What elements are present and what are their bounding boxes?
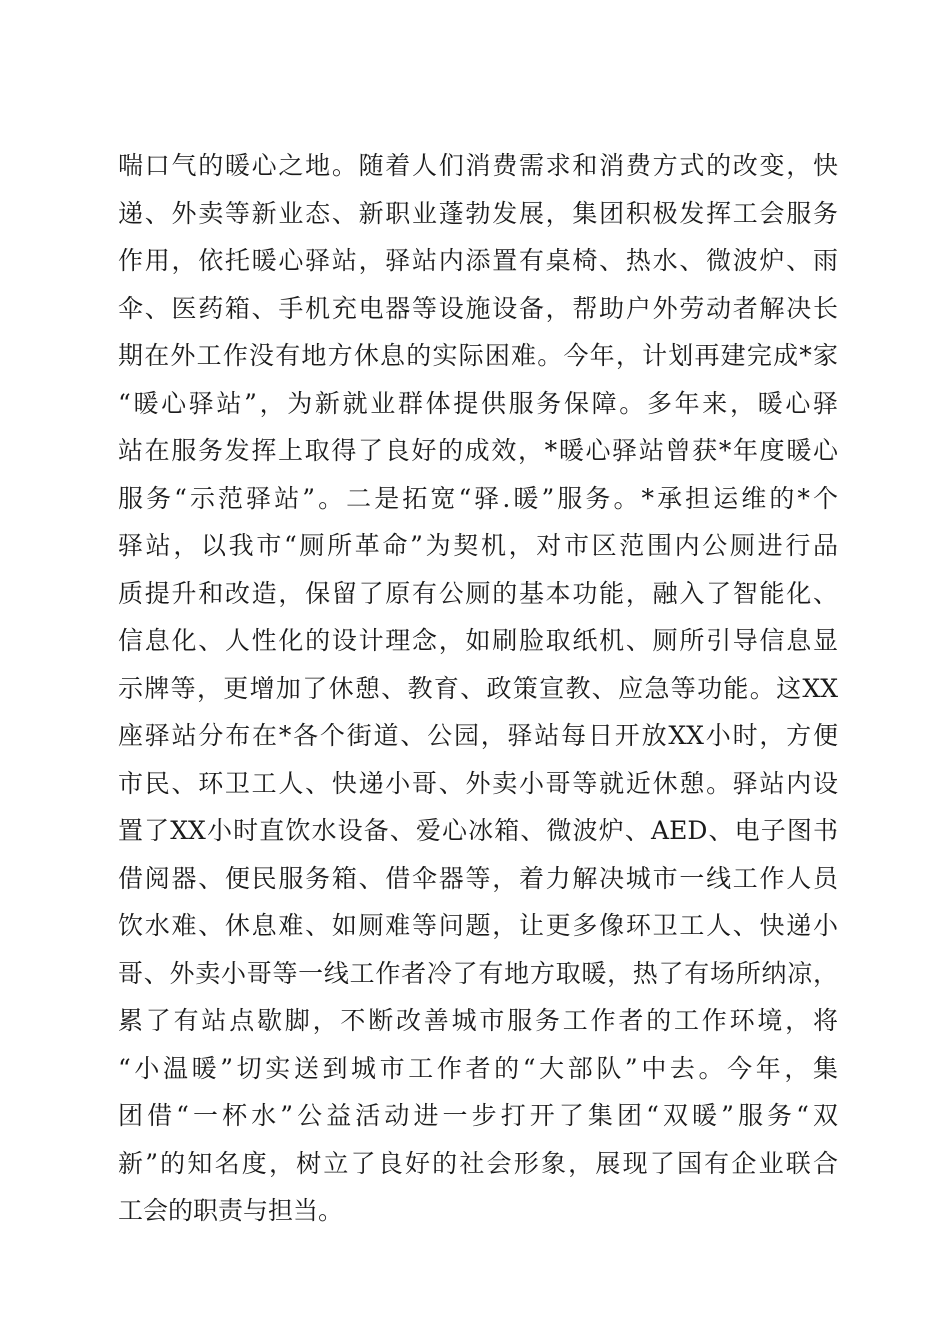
text-line-last: 工会的职责与担当。	[118, 1196, 344, 1225]
text-line: 服务“示范驿站”。二是拓宽“驿.暖”服务。*承担运维的*个	[118, 483, 838, 513]
text-line: 借阅器、便民服务箱、借伞器等，着力解决城市一线工作人员	[118, 863, 838, 893]
body-paragraph	[118, 142, 838, 1235]
text-line: 递、外卖等新业态、新职业蓬勃发展，集团积极发挥工会服务	[118, 198, 838, 228]
text-line: 饮水难、休息难、如厕难等问题，让更多像环卫工人、快递小	[118, 911, 838, 940]
text-line: 伞、医药箱、手机充电器等设施设备，帮助户外劳动者解决长	[118, 293, 838, 323]
text-line: 作用，依托暖心驿站，驿站内添置有桌椅、热水、微波炉、雨	[118, 246, 838, 275]
text-line: 信息化、人性化的设计理念，如刷脸取纸机、厕所引导信息显	[118, 626, 838, 655]
text-line: 站在服务发挥上取得了良好的成效，*暖心驿站曾获*年度暖心	[118, 436, 838, 465]
text-line: “暖心驿站”，为新就业群体提供服务保障。多年来，暖心驿	[118, 388, 838, 418]
text-line: 驿站，以我市“厕所革命”为契机，对市区范围内公厕进行品	[118, 531, 838, 560]
text-line: 置了XX小时直饮水设备、爱心冰箱、微波炉、AED、电子图书	[118, 816, 838, 845]
text-line: 累了有站点歇脚，不断改善城市服务工作者的工作环境，将	[118, 1006, 838, 1035]
text-line: 座驿站分布在*各个街道、公园，驿站每日开放XX小时，方便	[118, 721, 838, 750]
text-line: 喘口气的暖心之地。随着人们消费需求和消费方式的改变，快	[118, 151, 838, 180]
text-line: “小温暖”切实送到城市工作者的“大部队”中去。今年，集	[118, 1053, 838, 1083]
text-line: 质提升和改造，保留了原有公厕的基本功能，融入了智能化、	[118, 578, 838, 608]
text-line: 哥、外卖小哥等一线工作者冷了有地方取暖，热了有场所纳凉，	[118, 958, 838, 988]
text-line: 示牌等，更增加了休憩、教育、政策宣教、应急等功能。这XX	[118, 673, 838, 703]
text-line: 市民、环卫工人、快递小哥、外卖小哥等就近休憩。驿站内设	[118, 768, 838, 798]
text-line: 新”的知名度，树立了良好的社会形象，展现了国有企业联合	[118, 1148, 838, 1178]
text-line: 期在外工作没有地方休息的实际困难。今年，计划再建完成*家	[118, 341, 838, 370]
text-line: 团借“一杯水”公益活动进一步打开了集团“双暖”服务“双	[118, 1101, 838, 1130]
